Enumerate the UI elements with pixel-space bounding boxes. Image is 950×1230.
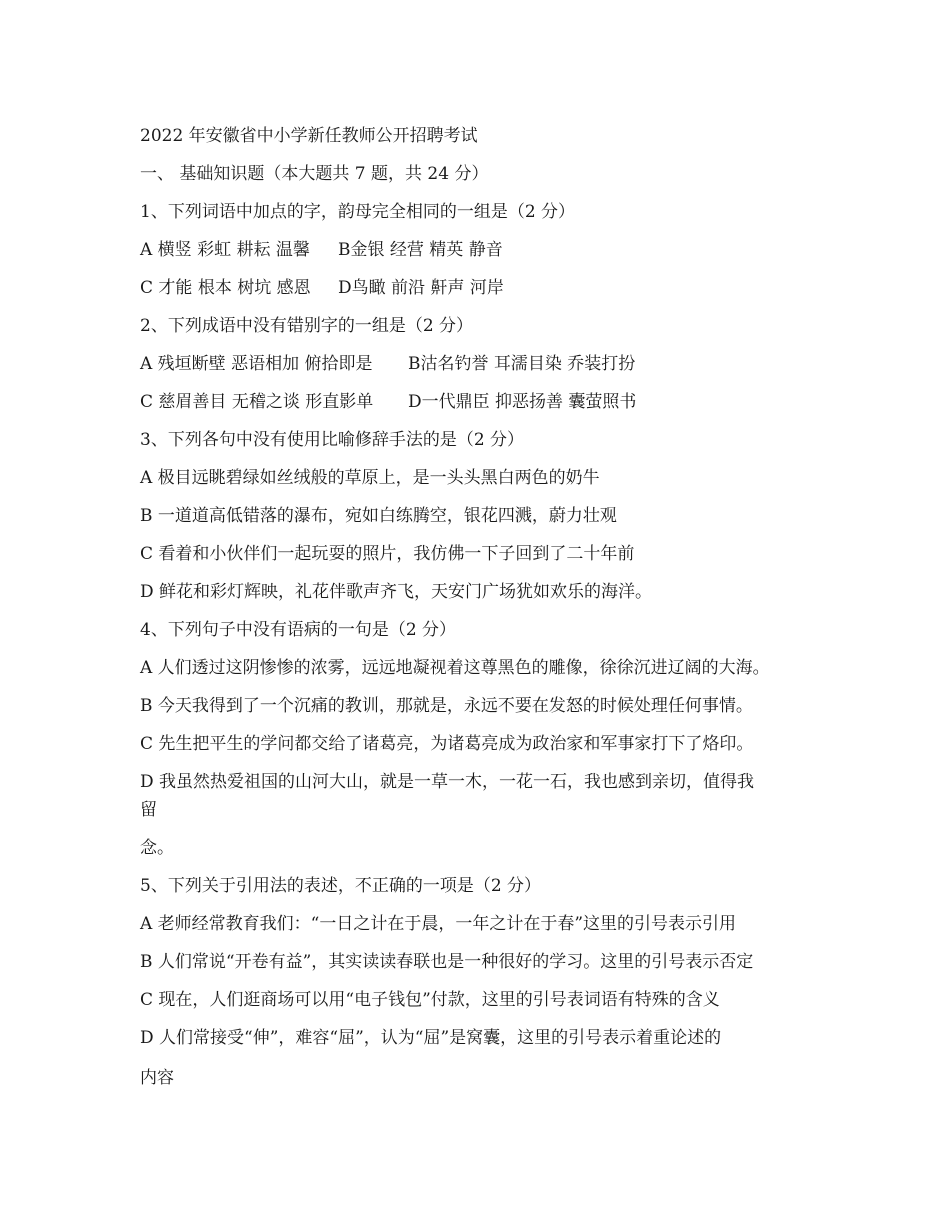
question-1-option-a: A 横竖 彩虹 耕耘 温馨 <box>140 240 310 260</box>
question-2-option-d: D一代鼎臣 抑恶扬善 囊萤照书 <box>408 392 637 412</box>
section-heading: 一、 基础知识题（本大题共 7 题，共 24 分） <box>140 164 489 184</box>
question-4-option-d-line1: D 我虽然热爱祖国的山河大山，就是一草一木，一花一石，我也感到亲切，值得我 <box>140 772 755 792</box>
question-2-option-b: B沽名钓誉 耳濡目染 乔装打扮 <box>408 354 636 374</box>
question-3-option-c: C 看着和小伙伴们一起玩耍的照片，我仿佛一下子回到了二十年前 <box>140 544 635 564</box>
question-5-option-c: C 现在，人们逛商场可以用“电子钱包”付款，这里的引号表词语有特殊的含义 <box>140 990 720 1010</box>
question-4-stem: 4、下列句子中没有语病的一句是（2 分） <box>140 620 457 640</box>
document-title: 2022 年安徽省中小学新任教师公开招聘考试 <box>140 126 478 146</box>
question-1-option-d: D鸟瞰 前沿 鼾声 河岸 <box>338 278 504 298</box>
question-5-option-a: A 老师经常教育我们：“一日之计在于晨，一年之计在于春”这里的引号表示引用 <box>140 914 737 934</box>
question-2-option-c: C 慈眉善目 无稽之谈 形直影单 <box>140 392 374 412</box>
question-4-option-d-line2: 留 <box>140 800 157 820</box>
question-4-option-b: B 今天我得到了一个沉痛的教训，那就是，永远不要在发怒的时候处理任何事情。 <box>140 696 753 716</box>
question-4-option-c: C 先生把平生的学问都交给了诸葛亮，为诸葛亮成为政治家和军事家打下了烙印。 <box>140 734 754 754</box>
question-5-option-d-line2: 内容 <box>140 1068 174 1088</box>
question-3-option-b: B 一道道高低错落的瀑布，宛如白练腾空，银花四溅，蔚力壮观 <box>140 506 617 526</box>
question-1-option-b: B金银 经营 精英 静音 <box>338 240 503 260</box>
question-1-stem: 1、下列词语中加点的字，韵母完全相同的一组是（2 分） <box>140 202 576 222</box>
question-5-option-d-line1: D 人们常接受“伸”，难容“屈”，认为“屈”是窝囊，这里的引号表示着重论述的 <box>140 1028 722 1048</box>
question-3-option-d: D 鲜花和彩灯辉映，礼花伴歌声齐飞，天安门广场犹如欢乐的海洋。 <box>140 582 653 602</box>
question-3-stem: 3、下列各句中没有使用比喻修辞手法的是（2 分） <box>140 430 525 450</box>
question-2-option-a: A 残垣断壁 恶语相加 俯拾即是 <box>140 354 373 374</box>
question-3-option-a: A 极目远眺碧绿如丝绒般的草原上，是一头头黑白两色的奶牛 <box>140 468 600 488</box>
question-5-option-b: B 人们常说“开卷有益”，其实读读春联也是一种很好的学习。这里的引号表示否定 <box>140 952 754 972</box>
question-1-option-c: C 才能 根本 树坑 感恩 <box>140 278 311 298</box>
question-5-stem: 5、下列关于引用法的表述，不正确的一项是（2 分） <box>140 876 542 896</box>
question-4-option-d-line3: 念。 <box>140 838 174 858</box>
question-4-option-a: A 人们透过这阴惨惨的浓雾，远远地凝视着这尊黑色的雕像，徐徐沉进辽阔的大海。 <box>140 658 770 678</box>
question-2-stem: 2、下列成语中没有错别字的一组是（2 分） <box>140 316 474 336</box>
